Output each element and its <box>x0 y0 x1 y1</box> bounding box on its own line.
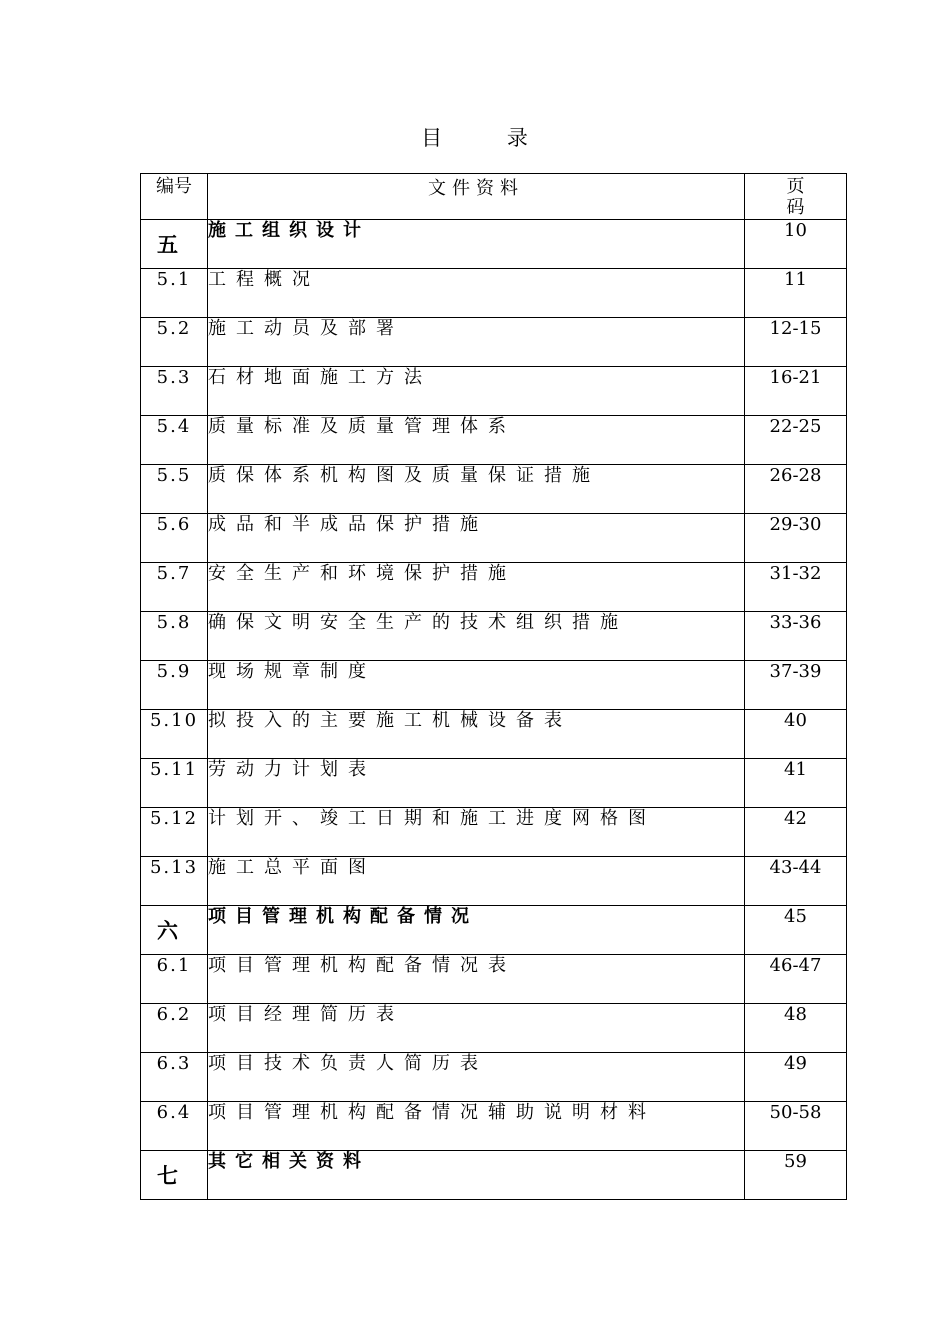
entry-number: 5.8 <box>141 612 208 661</box>
entry-page: 41 <box>745 759 847 808</box>
page-title: 目 录 <box>421 126 529 150</box>
entry-page: 48 <box>745 1004 847 1053</box>
entry-number: 6.2 <box>141 1004 208 1053</box>
entry-page: 12-15 <box>745 318 847 367</box>
entry-title: 项目管理机构配备情况表 <box>208 955 745 1004</box>
table-row <box>141 416 847 465</box>
entry-number: 5.13 <box>141 857 208 906</box>
table-row <box>141 857 847 906</box>
table-row <box>141 759 847 808</box>
entry-number: 6.4 <box>141 1102 208 1151</box>
entry-page: 40 <box>745 710 847 759</box>
table-row <box>141 318 847 367</box>
header-doc: 文件资料 <box>208 174 745 220</box>
entry-number: 5.1 <box>141 269 208 318</box>
entry-page: 16-21 <box>745 367 847 416</box>
entry-number: 5.3 <box>141 367 208 416</box>
toc-table <box>140 173 847 1200</box>
entry-page: 50-58 <box>745 1102 847 1151</box>
section-row <box>141 906 847 955</box>
header-page: 页码 <box>745 174 847 220</box>
entry-title: 安全生产和环境保护措施 <box>208 563 745 612</box>
table-row <box>141 808 847 857</box>
entry-title: 工程概况 <box>208 269 745 318</box>
entry-page: 49 <box>745 1053 847 1102</box>
entry-number: 六 <box>141 906 208 955</box>
entry-title: 现场规章制度 <box>208 661 745 710</box>
entry-title: 其它相关资料 <box>208 1151 745 1200</box>
entry-title: 石材地面施工方法 <box>208 367 745 416</box>
entry-number: 5.5 <box>141 465 208 514</box>
entry-title: 确保文明安全生产的技术组织措施 <box>208 612 745 661</box>
entry-number: 5.4 <box>141 416 208 465</box>
table-row <box>141 955 847 1004</box>
table-row <box>141 661 847 710</box>
entry-page: 45 <box>745 906 847 955</box>
table-row <box>141 367 847 416</box>
entry-number: 6.1 <box>141 955 208 1004</box>
entry-page: 31-32 <box>745 563 847 612</box>
table-header-row <box>141 174 847 220</box>
entry-title: 劳动力计划表 <box>208 759 745 808</box>
entry-page: 42 <box>745 808 847 857</box>
entry-number: 5.6 <box>141 514 208 563</box>
entry-page: 46-47 <box>745 955 847 1004</box>
entry-page: 37-39 <box>745 661 847 710</box>
table-row <box>141 465 847 514</box>
entry-number: 5.7 <box>141 563 208 612</box>
table-row <box>141 710 847 759</box>
section-row <box>141 220 847 269</box>
table-row <box>141 1102 847 1151</box>
entry-number: 5.10 <box>141 710 208 759</box>
table-row <box>141 1004 847 1053</box>
entry-title: 拟投入的主要施工机械设备表 <box>208 710 745 759</box>
table-row <box>141 612 847 661</box>
entry-page: 59 <box>745 1151 847 1200</box>
entry-page: 33-36 <box>745 612 847 661</box>
entry-title: 计划开、竣工日期和施工进度网格图 <box>208 808 745 857</box>
table-row <box>141 269 847 318</box>
table-row <box>141 563 847 612</box>
entry-page: 11 <box>745 269 847 318</box>
entry-title: 项目技术负责人简历表 <box>208 1053 745 1102</box>
entry-number: 6.3 <box>141 1053 208 1102</box>
entry-number: 5.11 <box>141 759 208 808</box>
entry-page: 10 <box>745 220 847 269</box>
entry-number: 五 <box>141 220 208 269</box>
entry-page: 29-30 <box>745 514 847 563</box>
entry-number: 七 <box>141 1151 208 1200</box>
entry-title: 项目管理机构配备情况辅助说明材料 <box>208 1102 745 1151</box>
table-row <box>141 1053 847 1102</box>
section-row <box>141 1151 847 1200</box>
entry-title: 施工组织设计 <box>208 220 745 269</box>
entry-title: 质保体系机构图及质量保证措施 <box>208 465 745 514</box>
entry-page: 43-44 <box>745 857 847 906</box>
entry-number: 5.12 <box>141 808 208 857</box>
entry-title: 项目经理简历表 <box>208 1004 745 1053</box>
entry-page: 26-28 <box>745 465 847 514</box>
entry-title: 施工动员及部署 <box>208 318 745 367</box>
entry-page: 22-25 <box>745 416 847 465</box>
entry-number: 5.2 <box>141 318 208 367</box>
header-num: 编号 <box>141 174 208 220</box>
entry-title: 项目管理机构配备情况 <box>208 906 745 955</box>
table-row <box>141 514 847 563</box>
entry-number: 5.9 <box>141 661 208 710</box>
entry-title: 施工总平面图 <box>208 857 745 906</box>
entry-title: 成品和半成品保护措施 <box>208 514 745 563</box>
entry-title: 质量标准及质量管理体系 <box>208 416 745 465</box>
